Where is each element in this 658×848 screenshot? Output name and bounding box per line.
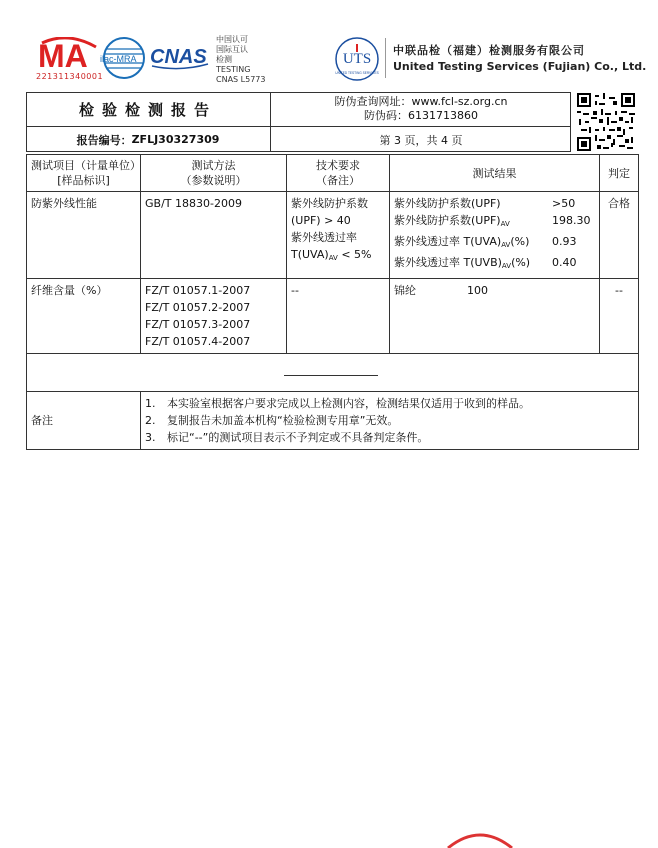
end-row [27, 354, 639, 392]
result-sub: AV [500, 220, 510, 228]
notes-label: 备注 [27, 392, 141, 450]
accreditation-text [216, 35, 265, 85]
result-label: 紫外线透过率 T(UVA) [394, 235, 502, 248]
verify-url[interactable]: www.fcl-sz.org.cn [411, 95, 508, 108]
req-line: 紫外线防护系数 [291, 197, 368, 210]
row-judge: -- [600, 279, 639, 354]
report-title: 检验检测报告 [26, 92, 271, 126]
header-requirement [287, 155, 390, 192]
row-judge: 合格 [600, 192, 639, 279]
result-value: 198.30 [552, 214, 591, 227]
row-item: 防紫外线性能 [27, 192, 141, 279]
result-value: >50 [552, 197, 576, 210]
seal-stamp-icon [440, 828, 520, 848]
result-sub: AV [501, 262, 512, 270]
fiber-name: 锦纶 [394, 284, 416, 297]
result-line [394, 282, 595, 299]
header-method [141, 155, 287, 192]
logo-divider [385, 38, 386, 78]
svg-text:CNAS: CNAS [150, 46, 207, 68]
header-req-line: 技术要求 [316, 159, 360, 172]
result-sub: AV [501, 241, 511, 249]
uts-logo-text: UTS [342, 51, 372, 67]
ilac-mra-logo [100, 35, 152, 81]
report-no-value: ZFLJ30327309 [131, 133, 220, 146]
result-value: 0.93 [552, 235, 577, 248]
company-name-cn: 中联品检（福建）检测服务有限公司 [393, 44, 585, 57]
req-line: (UPF) > 40 [291, 214, 351, 227]
header-item [27, 155, 141, 192]
result-line [394, 233, 595, 254]
result-line [394, 195, 595, 212]
row-requirement: -- [287, 279, 390, 354]
uts-logo [334, 36, 380, 82]
verify-code-label: 防伪码： [364, 109, 408, 122]
table-row [27, 192, 639, 279]
note-text: 本实验室根据客户要求完成以上检测内容，检测结果仅适用于收到的样品。 [167, 397, 530, 410]
method-line: FZ/T 01057.4-2007 [145, 335, 251, 348]
req-sub: AV [328, 254, 338, 262]
header-req-line: （备注） [316, 174, 360, 187]
row-requirement [287, 192, 390, 279]
row-method [141, 279, 287, 354]
note-number: 1. [145, 397, 156, 410]
fiber-value: 100 [467, 284, 488, 297]
accr-line: 国际互认 [216, 45, 248, 54]
results-table [26, 154, 639, 450]
verify-code: 6131713860 [408, 109, 478, 122]
req-text: T(UVA) [291, 248, 329, 261]
method-line: FZ/T 01057.3-2007 [145, 318, 251, 331]
row-result [390, 192, 600, 279]
req-line [291, 246, 385, 267]
cnas-logo [150, 42, 210, 70]
report-no-label: 报告编号： [76, 133, 132, 147]
svg-text:MA: MA [38, 38, 88, 73]
result-tail: (%) [511, 256, 531, 269]
method-line: FZ/T 01057.1-2007 [145, 284, 251, 297]
req-line: 紫外线透过率 [291, 231, 357, 244]
table-row [27, 279, 639, 354]
method-line: FZ/T 01057.2-2007 [145, 301, 251, 314]
accr-line: TESTING [216, 65, 251, 74]
result-tail: (%) [510, 235, 530, 248]
header-judge: 判定 [600, 155, 639, 192]
note-item [145, 412, 634, 429]
end-of-results-line [284, 375, 378, 376]
report-number [26, 127, 271, 152]
note-number: 2. [145, 414, 156, 427]
note-item [145, 395, 634, 412]
header-result: 测试结果 [390, 155, 600, 192]
qr-code-icon[interactable] [577, 93, 635, 151]
note-text: 复制报告未加盖本机构“检验检测专用章”无效。 [167, 414, 399, 427]
company-name-en: United Testing Services (Fujian) Co., Ltd. [393, 60, 647, 73]
cma-code: 221311340001 [36, 72, 104, 81]
note-text: 标记“--”的测试项目表示不予判定或不具备判定条件。 [167, 431, 429, 444]
note-number: 3. [145, 431, 156, 444]
uts-logo-sub: UNITED TESTING SERVICES [335, 71, 379, 75]
req-tail: < 5% [337, 248, 372, 261]
table-header-row [27, 155, 639, 192]
row-result [390, 279, 600, 354]
result-label: 紫外线防护系数(UPF) [394, 214, 501, 227]
notes-row [27, 392, 639, 450]
accr-line: CNAS L5773 [216, 75, 266, 84]
result-label: 紫外线透过率 T(UVB) [394, 256, 502, 269]
verify-url-label: 防伪查询网址： [334, 95, 412, 108]
header-item-line: 测试项目（计量单位） [31, 159, 141, 172]
notes-content [141, 392, 639, 450]
svg-text:ilac-MRA: ilac-MRA [100, 54, 137, 64]
result-label: 紫外线防护系数(UPF) [394, 197, 501, 210]
result-line [394, 212, 595, 233]
header-method-line: 测试方法 [191, 159, 236, 172]
result-value: 0.40 [552, 256, 577, 269]
row-item: 纤维含量（%） [27, 279, 141, 354]
header-item-line: [样品标识] [57, 174, 110, 187]
header-method-line: （参数说明） [180, 174, 247, 187]
row-method: GB/T 18830-2009 [141, 192, 287, 279]
page-info: 第 3 页，共 4 页 [379, 133, 463, 147]
note-item [145, 429, 634, 446]
accr-line: 中国认可 [216, 35, 248, 44]
verify-info [271, 92, 571, 126]
result-line [394, 254, 595, 275]
accr-line: 检测 [216, 55, 232, 64]
cma-logo [38, 37, 98, 73]
